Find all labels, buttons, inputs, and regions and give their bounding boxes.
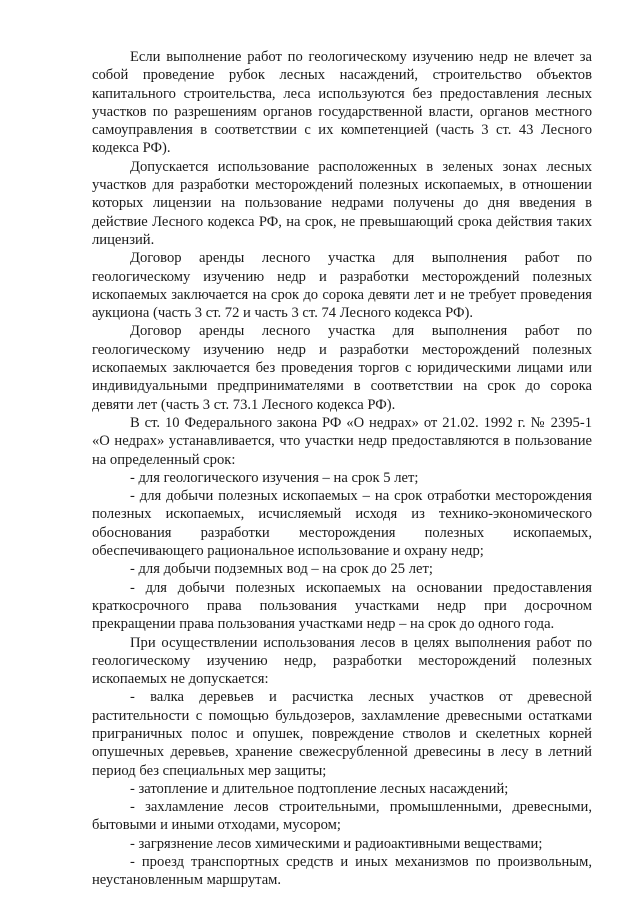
paragraph-prohibitions-intro: При осуществлении использования лесов в целях выполнения работ по геологическому изучению недр, разработки месторождений полезных ископаемых не допускается: (92, 634, 592, 688)
paragraph-green-zones: Допускается использование расположенных в зеленых зонах лесных участков для разработки месторождений полезных ископаемых, в отношении которых лицензии на пользование недрами получены до дня введения в действие Лесного кодекса РФ, на срок, не превышающий срока действия таких лицензий. (92, 158, 592, 248)
list-item-prohibition-felling: - валка деревьев и расчистка лесных участков от древесной растительности с помощью бульдозеров, захламление древесными остатками приграничных полос и опушек, повреждение стволов и скелетных корней опушечных деревьев, хранение свежесрубленной древесины в лесу в летний период без специальных мер защиты; (92, 689, 592, 779)
list-item-term-short-term: - для добычи полезных ископаемых на основании предоставления краткосрочного права пользования участками недр при досрочном прекращении права пользования участками недр – на срок до одного года. (92, 579, 592, 633)
list-item-prohibition-waste: - захламление лесов строительными, промышленными, древесными, бытовыми и иными отходами, мусором; (92, 799, 592, 834)
document-page (92, 48, 592, 890)
list-item-prohibition-vehicles: - проезд транспортных средств и иных механизмов по произвольным, неустановленным маршрутам. (92, 854, 592, 889)
paragraph-lease-without-tender: Договор аренды лесного участка для выполнения работ по геологическому изучению недр и разработки месторождений полезных ископаемых заключается без проведения торгов с юридическими лицами или индивидуальными предпринимателями в соответствии на срок до сорока девяти лет (часть 3 ст. 73.1 Лесного кодекса РФ). (92, 323, 592, 413)
paragraph-geological-study-without-felling: Если выполнение работ по геологическому изучению недр не влечет за собой проведение рубок лесных насаждений, строительство объектов капитального строительства, леса используются без предоставления лесных участков по разрешениям органов государственной власти, органов местного самоуправления в соответствии с их компетенцией (часть 3 ст. 43 Лесного кодекса РФ). (92, 49, 592, 157)
paragraph-lease-49-years: Договор аренды лесного участка для выполнения работ по геологическому изучению недр и разработки месторождений полезных ископаемых заключается на срок до сорока девяти лет и не требует проведения аукциона (часть 3 ст. 72 и часть 3 ст. 74 Лесного кодекса РФ). (92, 250, 592, 322)
list-item-prohibition-pollution: - загрязнение лесов химическими и радиоактивными веществами; (130, 835, 543, 852)
paragraph-subsoil-law-terms: В ст. 10 Федерального закона РФ «О недрах» от 21.02. 1992 г. № 2395-1 «О недрах» устанавливается, что участки недр предоставляются в пользование на определенный срок: (92, 414, 592, 468)
list-item-term-groundwater: - для добычи подземных вод – на срок до 25 лет; (130, 561, 433, 578)
list-item-term-geological-study: - для геологического изучения – на срок 5 лет; (130, 469, 419, 486)
list-item-prohibition-flooding: - затопление и длительное подтопление лесных насаждений; (130, 780, 509, 797)
list-item-term-mineral-extraction: - для добычи полезных ископаемых – на срок отработки месторождения полезных ископаемых, исчисляемый исходя из технико-экономического обоснования разработки месторождения полезных ископаемых, обеспечивающего рациональное использование и охрану недр; (92, 488, 592, 560)
